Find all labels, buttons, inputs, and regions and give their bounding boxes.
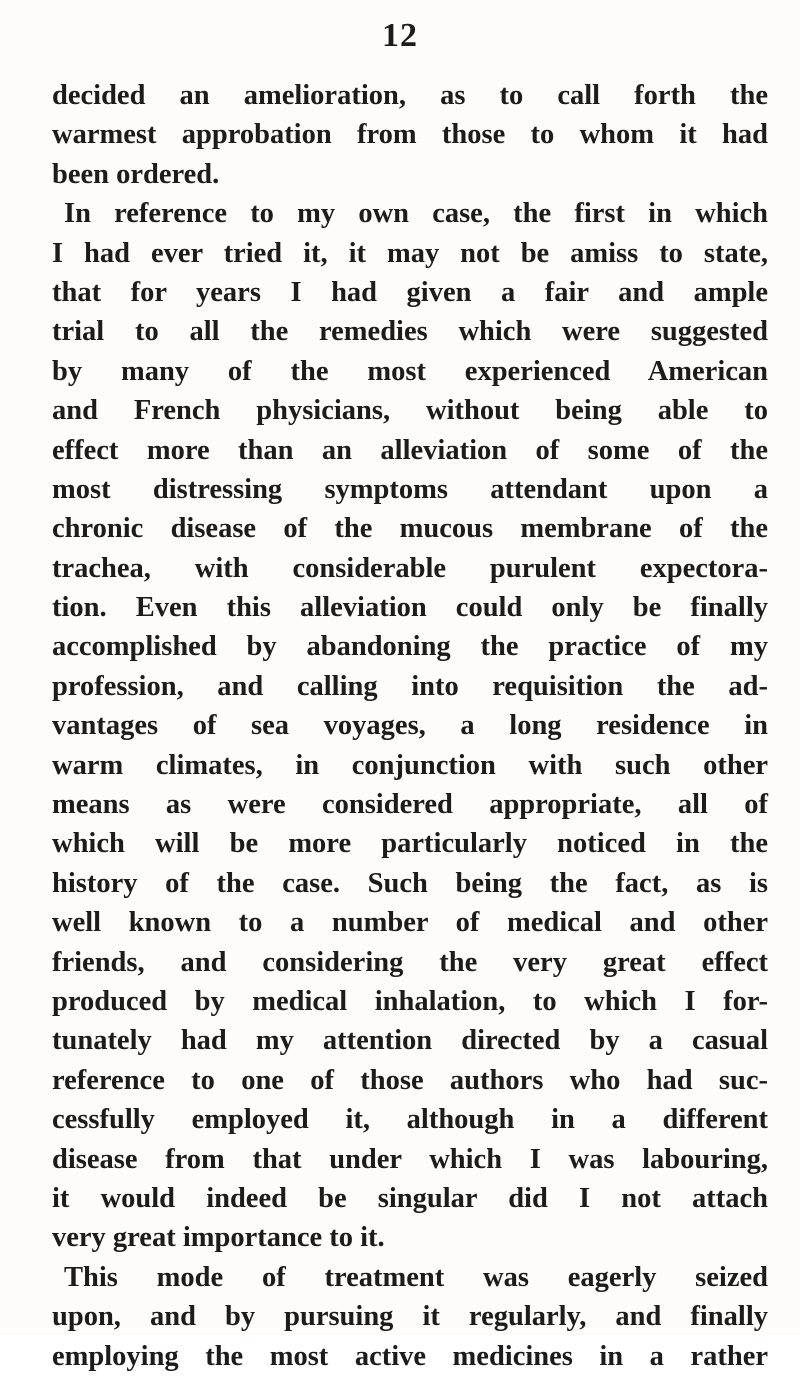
text-line: well known to a number of medical and other [52, 907, 768, 939]
text-line: In reference to my own case, the first in which [64, 198, 768, 230]
text-line: it would indeed be singular did I not attach [52, 1182, 768, 1214]
text-line: friends, and considering the very great effect [52, 946, 768, 978]
paragraph-2 [52, 194, 768, 1258]
text-line: by many of the most experienced American [52, 355, 768, 387]
text-line: history of the case. Such being the fact, as is [52, 867, 768, 899]
text-line: vantages of sea voyages, a long residence in [52, 710, 768, 742]
text-line: I had ever tried it, it may not be amiss to state, [52, 237, 768, 269]
text-line: tunately had my attention directed by a casual [52, 1025, 768, 1057]
text-line: tion. Even this alleviation could only be finally [52, 592, 768, 624]
body-text [52, 76, 768, 1376]
text-line: produced by medical inhalation, to which I for- [52, 985, 768, 1017]
text-line: decided an amelioration, as to call forth the [52, 80, 768, 111]
text-line: profession, and calling into requisition the ad- [52, 670, 768, 702]
text-line: upon, and by pursuing it regularly, and finally [52, 1301, 768, 1333]
text-line: that for years I had given a fair and ample [52, 276, 768, 308]
text-line: trial to all the remedies which were suggested [52, 316, 768, 348]
text-line: and French physicians, without being able to [52, 395, 768, 427]
text-line: very great importance to it. [52, 1222, 385, 1254]
text-line: trachea, with considerable purulent expectora- [52, 552, 768, 584]
text-line: cessfully employed it, although in a different [52, 1104, 768, 1136]
page-number: 12 [382, 17, 418, 54]
text-line: been ordered. [52, 158, 220, 190]
text-line: which will be more particularly noticed in the [52, 828, 768, 860]
text-line: accomplished by abandoning the practice of my [52, 631, 768, 663]
text-line: employing the most active medicines in a rather [52, 1340, 768, 1372]
text-line: most distressing symptoms attendant upon a [52, 473, 768, 505]
text-line: chronic disease of the mucous membrane of the [52, 513, 768, 545]
paragraph-3 [52, 1258, 768, 1376]
text-line: This mode of treatment was eagerly seized [64, 1261, 768, 1293]
text-line: warmest approbation from those to whom it had [52, 119, 768, 151]
text-line: reference to one of those authors who had suc- [52, 1064, 768, 1096]
text-line: means as were considered appropriate, all of [52, 789, 768, 821]
text-line: disease from that under which I was labouring, [52, 1143, 768, 1175]
text-line: effect more than an alleviation of some of the [52, 434, 768, 466]
text-line: warm climates, in conjunction with such other [52, 749, 768, 781]
paragraph-1 [52, 76, 768, 194]
